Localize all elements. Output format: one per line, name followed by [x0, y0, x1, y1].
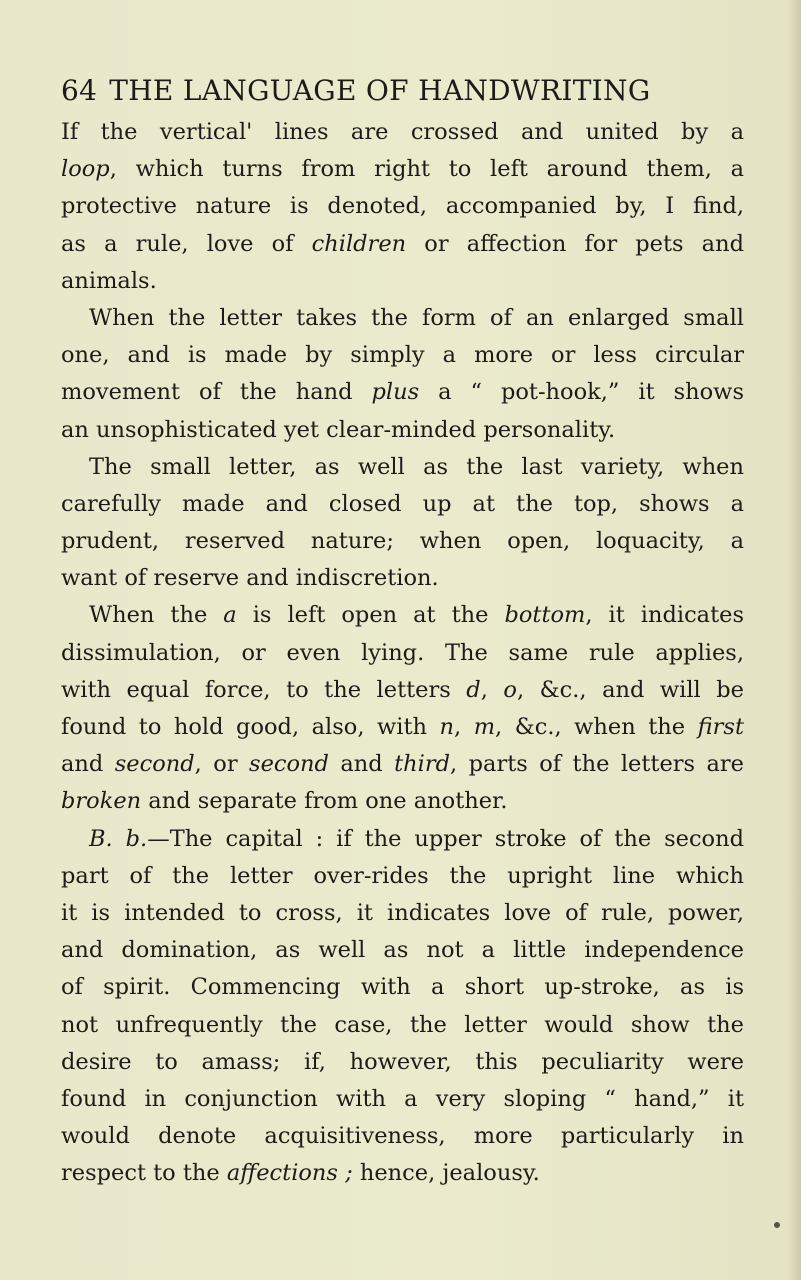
- text-run: found in conjunction with a very sloping “ hand,” it: [61, 1085, 744, 1112]
- text-run: an unsophisticated yet clear-minded personality.: [61, 416, 616, 443]
- text-line: [61, 858, 744, 895]
- text-run: The small letter, as well as the last variety, when: [89, 453, 744, 480]
- text-line: [61, 821, 744, 858]
- italic-text: broken: [61, 788, 142, 815]
- text-line: [61, 337, 744, 374]
- text-run: respect to the: [61, 1160, 227, 1187]
- text-run: would denote acquisitiveness, more particularly in: [61, 1123, 744, 1150]
- text-run: protective nature is denoted, accompanied by, I find,: [61, 193, 744, 220]
- page-number: 64: [61, 74, 98, 107]
- italic-text: loop: [61, 156, 110, 183]
- text-line: [61, 1007, 744, 1044]
- text-run: desire to amass; if, however, this peculiarity were: [61, 1048, 744, 1075]
- text-run: and domination, as well as not a little independence: [61, 937, 744, 964]
- text-run: , which turns from right to left around them, a: [109, 156, 744, 183]
- text-line: [61, 486, 744, 523]
- text-line: [61, 151, 744, 188]
- text-line: [61, 1044, 744, 1081]
- text-run: of spirit. Commencing with a short up-stroke, as is: [61, 974, 744, 1001]
- italic-text: second: [114, 751, 195, 778]
- text-run: prudent, reserved nature; when open, loquacity, a: [61, 528, 744, 555]
- text-line: [61, 523, 744, 560]
- text-run: If the vertical' lines are crossed and united by a: [61, 119, 744, 145]
- text-line: [61, 412, 744, 449]
- text-line: [61, 1155, 744, 1192]
- body-text: [61, 114, 744, 1192]
- text-run: one, and is made by simply a more or less circular: [61, 342, 744, 369]
- text-run: , &c., and will be: [516, 676, 744, 703]
- text-run: dissimulation, or even lying. The same rule applies,: [61, 639, 744, 666]
- text-line: [61, 188, 744, 225]
- text-line: [61, 114, 744, 151]
- text-run: , parts of the letters are: [450, 751, 744, 778]
- text-line: [61, 672, 744, 709]
- ink-speck: [774, 1222, 780, 1228]
- text-run: part of the letter over-rides the upright line which: [61, 862, 744, 889]
- text-run: ,: [480, 676, 504, 703]
- italic-text: a: [223, 602, 237, 629]
- text-line: [61, 374, 744, 411]
- italic-text: d: [466, 676, 481, 703]
- text-run: it is intended to cross, it indicates love of rule, power,: [61, 899, 744, 926]
- text-run: or affection for pets and: [406, 230, 744, 257]
- text-run: and separate from one another.: [141, 788, 508, 815]
- text-run: want of reserve and indiscretion.: [61, 565, 439, 592]
- text-run: is left open at the: [236, 602, 505, 629]
- text-line: [61, 560, 744, 597]
- text-run: , or: [194, 751, 250, 778]
- italic-text: affections ;: [226, 1160, 353, 1187]
- italic-text: B. b.: [89, 825, 148, 852]
- text-line: [61, 895, 744, 932]
- text-run: , &c., when the: [495, 714, 698, 740]
- text-line: [61, 709, 744, 746]
- text-run: When the: [89, 602, 224, 629]
- italic-text: plus: [371, 379, 420, 406]
- italic-text: children: [311, 230, 407, 257]
- text-run: —The capital : if the upper stroke of the second: [147, 825, 744, 852]
- text-run: , it indicates: [585, 602, 744, 629]
- text-line: [61, 746, 744, 783]
- text-run: carefully made and closed up at the top, shows a: [61, 490, 744, 517]
- text-run: ,: [454, 714, 474, 740]
- running-head: [61, 74, 701, 108]
- text-run: When the letter takes the form of an enlarged small: [89, 304, 744, 331]
- italic-text: m: [473, 714, 496, 740]
- italic-text: n: [439, 714, 455, 740]
- text-run: movement of the hand: [61, 379, 372, 406]
- italic-text: bottom: [504, 602, 586, 629]
- text-line: [61, 783, 744, 820]
- italic-text: third: [394, 751, 451, 778]
- text-run: with equal force, to the letters: [61, 676, 467, 703]
- text-run: found to hold good, also, with: [61, 714, 440, 740]
- italic-text: first: [697, 714, 744, 740]
- page-edge-shadow: [787, 0, 801, 1280]
- text-line: [61, 1118, 744, 1155]
- text-line: [61, 597, 744, 634]
- text-run: animals.: [61, 267, 157, 294]
- text-line: [61, 263, 744, 300]
- text-run: a “ pot-hook,” it shows: [419, 379, 744, 406]
- text-run: not unfrequently the case, the letter would show the: [61, 1011, 744, 1038]
- text-line: [61, 449, 744, 486]
- text-run: and: [61, 751, 115, 778]
- text-line: [61, 932, 744, 969]
- text-run: as a rule, love of: [61, 230, 312, 257]
- text-run: hence, jealousy.: [352, 1160, 540, 1187]
- text-line: [61, 969, 744, 1006]
- book-title: THE LANGUAGE OF HANDWRITING: [109, 74, 651, 107]
- italic-text: second: [249, 751, 329, 778]
- text-line: [61, 1081, 744, 1118]
- text-line: [61, 226, 744, 263]
- text-line: [61, 635, 744, 672]
- text-run: and: [328, 751, 395, 778]
- italic-text: o: [503, 676, 517, 703]
- text-line: [61, 300, 744, 337]
